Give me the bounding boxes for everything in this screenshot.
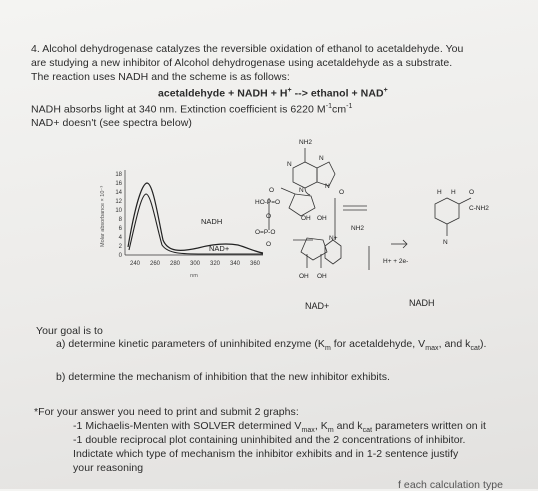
question-line-2: are studying a new inhibitor of Alcohol dehydrogenase using acetaldehyde as a substrate.	[31, 57, 453, 69]
reaction-arrow-label: H+ + 2e-	[383, 258, 409, 265]
y-tick-label: 10	[115, 208, 122, 214]
nad-spectrum-curve	[129, 194, 263, 254]
hydroxyl-label: OH	[317, 273, 327, 280]
x-tick-label: 260	[149, 261, 161, 267]
submission-line-3: -1 double reciprocal plot containing uninhibited and the 2 concentrations of inhibitor.	[73, 434, 466, 446]
amide-label: C-NH2	[469, 205, 489, 212]
x-tick-label: 300	[189, 261, 201, 267]
question-line-3: The reaction uses NADH and the scheme is as follows:	[31, 71, 290, 83]
goal-a: a) determine kinetic parameters of uninhibited enzyme ($K_m$ for acetaldehyde, $V_{max}$, and $k_{cat}$).	[56, 338, 487, 353]
x-tick-label: 240	[129, 261, 141, 267]
oxygen-label: O	[469, 189, 475, 196]
nad-structure-label: NAD+	[305, 301, 330, 311]
oxygen-label: O	[339, 189, 345, 196]
y-tick-label: 0	[118, 253, 122, 259]
nadh-curve-label: NADH	[201, 217, 223, 226]
question-line-1: 4. Alcohol dehydrogenase catalyzes the reversible oxidation of ethanol to acetaldehyde. You	[31, 43, 464, 55]
goal-b: b) determine the mechanism of inhibition that the new inhibitor exhibits.	[56, 371, 390, 383]
hydrogen-label: H	[451, 189, 456, 196]
y-tick-label: 8	[118, 217, 122, 223]
y-tick-label: 18	[115, 172, 122, 178]
y-tick-labels	[115, 172, 122, 259]
phosphate-label: O=P-O	[255, 229, 276, 236]
y-tick-label: 6	[118, 226, 122, 232]
y-tick-label: 16	[115, 181, 122, 187]
submission-line-5: your reasoning	[73, 462, 144, 474]
x-axis-unit: nm	[190, 273, 198, 279]
x-tick-label: 360	[249, 261, 261, 267]
y-tick-label: 12	[115, 199, 122, 205]
absorbance-spectrum-figure	[98, 162, 281, 292]
nitrogen-label: N	[325, 183, 330, 190]
pyridinium-label: N+	[329, 235, 338, 242]
nad-structure-figure	[255, 128, 510, 313]
oxygen-label: O	[266, 213, 272, 220]
y-tick-label: 4	[118, 235, 122, 241]
x-tick-labels	[130, 261, 261, 267]
y-axis-title: Molar absorbance × 10⁻³	[100, 185, 106, 247]
nitrogen-label: N	[287, 161, 292, 168]
reaction-equation: acetaldehyde + NADH + H+ --> ethanol + NAD+	[158, 87, 388, 100]
amine-label: NH2	[299, 139, 313, 146]
x-tick-label: 340	[229, 261, 241, 267]
oxygen-label: O	[269, 187, 275, 194]
nadh-structure-label: NADH	[409, 298, 435, 308]
phosphate-label: HO-P=O	[255, 199, 281, 206]
hydroxyl-label: OH	[301, 215, 311, 222]
amine-label: NH2	[351, 225, 365, 232]
nitrogen-label: N	[443, 239, 448, 246]
absorbance-statement: NADH absorbs light at 340 nm. Extinction coefficient is 6220 $M^{-1}cm^{-1}$	[31, 103, 353, 116]
cutoff-text: f each calculation type	[398, 479, 504, 491]
nad-curve-label: NAD+	[209, 244, 230, 253]
nitrogen-label: N	[319, 155, 324, 162]
goal-intro: Your goal is to	[36, 325, 103, 337]
submission-line-1: *For your answer you need to print and submit 2 graphs:	[34, 406, 299, 418]
x-tick-label: 280	[169, 261, 181, 267]
submission-line-4: Indictate which type of mechanism the inhibitor exhibits and in 1-2 sentence justify	[73, 448, 459, 460]
oxygen-label: O	[266, 241, 272, 248]
hydroxyl-label: OH	[299, 273, 309, 280]
hydroxyl-label: OH	[317, 215, 327, 222]
nitrogen-label: N	[299, 187, 304, 194]
nad-statement: NAD+ doesn't (see spectra below)	[31, 117, 192, 129]
hydrogen-label: H	[437, 189, 442, 196]
x-tick-label: 320	[209, 261, 221, 267]
y-tick-label: 2	[118, 244, 122, 250]
nadh-spectrum-curve	[128, 183, 263, 253]
submission-line-2: -1 Michaelis-Menten with SOLVER determined $V_{max}$, $K_m$ and $k_{cat}$ parameters written on it	[73, 420, 486, 435]
y-tick-label: 14	[115, 190, 122, 196]
